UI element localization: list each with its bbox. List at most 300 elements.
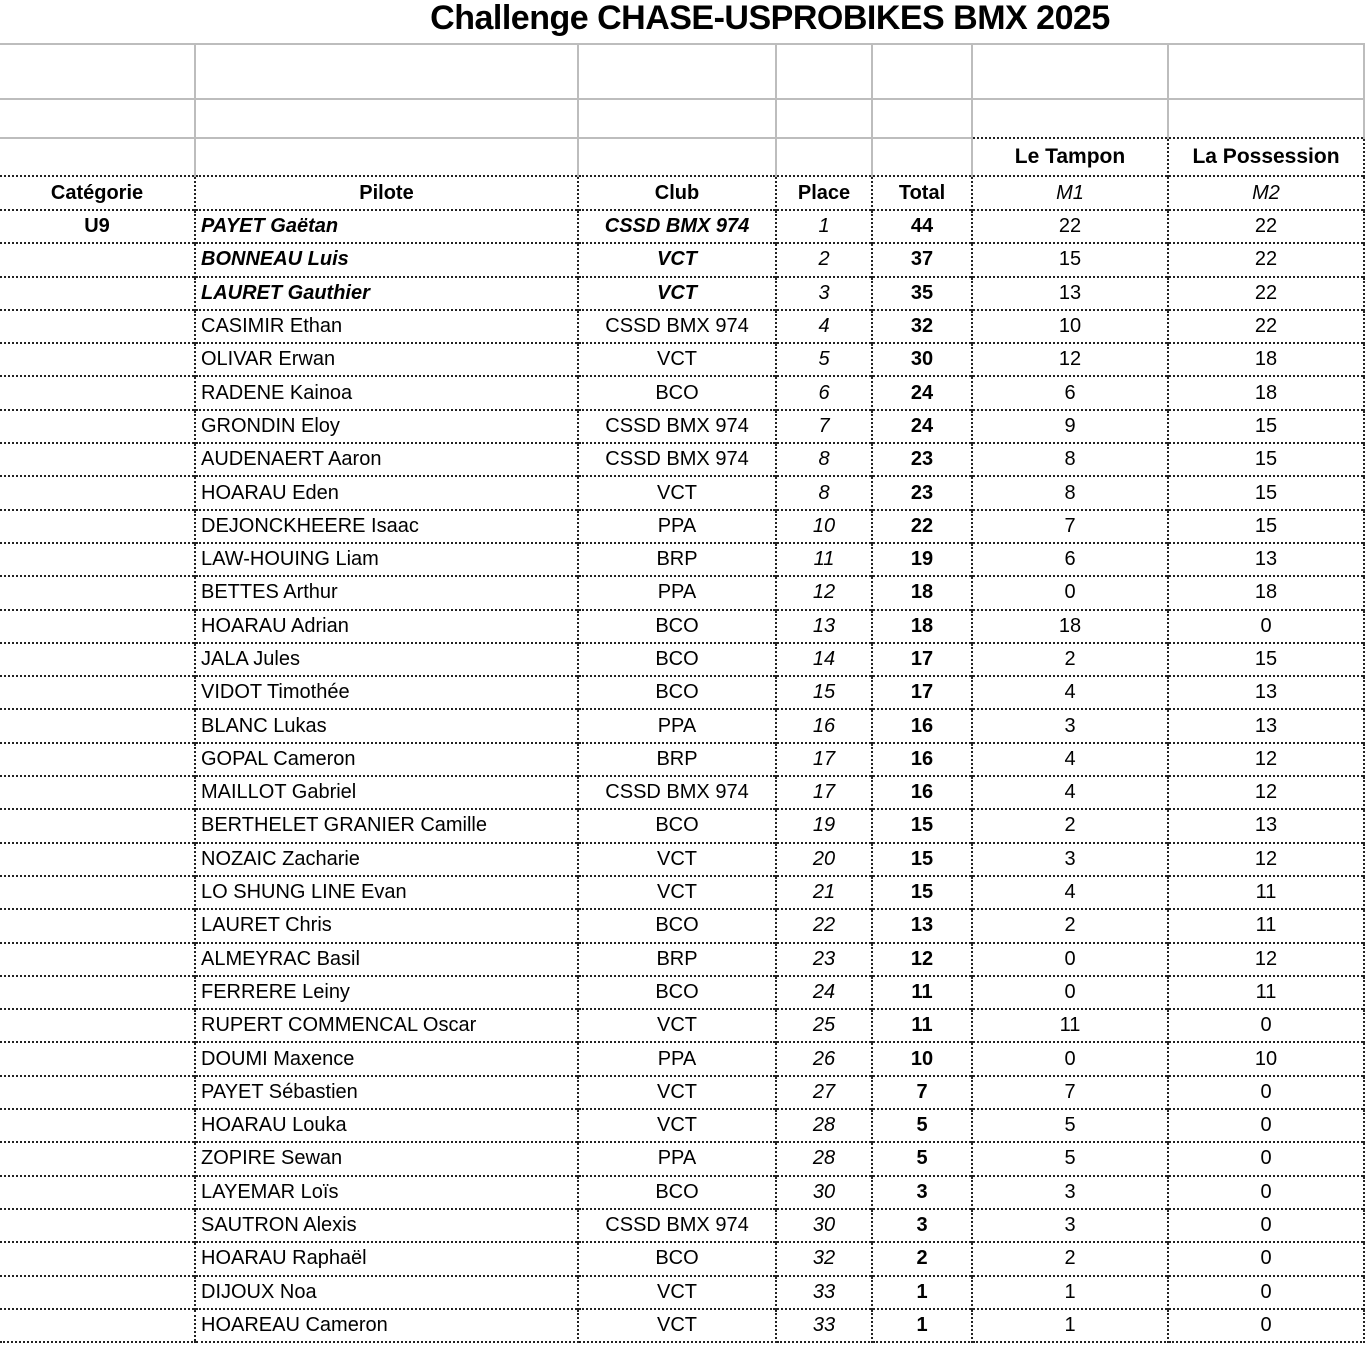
pilot-cell: ZOPIRE Sewan (195, 1142, 578, 1175)
club-cell: VCT (578, 1276, 776, 1309)
table-row (0, 1276, 1364, 1309)
table-row (0, 1109, 1364, 1142)
m2-points-cell: 0 (1168, 1109, 1364, 1142)
category-cell (0, 1276, 195, 1309)
m1-points-cell: 11 (972, 1009, 1168, 1042)
m2-points-cell: 13 (1168, 809, 1364, 842)
pilot-cell: RUPERT COMMENCAL Oscar (195, 1009, 578, 1042)
m1-points-cell: 1 (972, 1309, 1168, 1342)
total-cell: 11 (872, 1009, 972, 1042)
place-cell: 30 (776, 1209, 872, 1242)
place-cell: 19 (776, 809, 872, 842)
blank-cell (776, 138, 872, 176)
table-row (0, 976, 1364, 1009)
place-cell: 8 (776, 476, 872, 509)
category-cell (0, 410, 195, 443)
m1-points-cell: 1 (972, 1276, 1168, 1309)
category-cell (0, 1042, 195, 1075)
table-row (0, 1309, 1364, 1342)
place-cell: 6 (776, 376, 872, 409)
blank-cell (872, 99, 972, 138)
blank-cell (195, 44, 578, 99)
m2-points-cell: 0 (1168, 1309, 1364, 1342)
club-cell: BCO (578, 1176, 776, 1209)
place-cell: 26 (776, 1042, 872, 1075)
total-cell: 15 (872, 876, 972, 909)
place-cell: 21 (776, 876, 872, 909)
club-cell: CSSD BMX 974 (578, 1209, 776, 1242)
m1-points-cell: 10 (972, 310, 1168, 343)
table-row (0, 210, 1364, 243)
m1-points-cell: 5 (972, 1142, 1168, 1175)
table-row (0, 1142, 1364, 1175)
table-row (0, 943, 1364, 976)
club-cell: CSSD BMX 974 (578, 210, 776, 243)
place-cell: 24 (776, 976, 872, 1009)
table-row (0, 576, 1364, 609)
pilot-cell: LAURET Gauthier (195, 277, 578, 310)
place-cell: 32 (776, 1242, 872, 1275)
m1-points-cell: 4 (972, 876, 1168, 909)
pilot-cell: BLANC Lukas (195, 709, 578, 742)
total-cell: 1 (872, 1276, 972, 1309)
table-row (0, 776, 1364, 809)
total-cell: 16 (872, 776, 972, 809)
blank-row (0, 44, 1364, 99)
table-row (0, 1076, 1364, 1109)
m2-points-cell: 13 (1168, 709, 1364, 742)
m2-points-cell: 15 (1168, 643, 1364, 676)
m2-points-cell: 15 (1168, 510, 1364, 543)
total-cell: 22 (872, 510, 972, 543)
m1-points-cell: 9 (972, 410, 1168, 443)
pilot-cell: FERRERE Leiny (195, 976, 578, 1009)
m1-points-cell: 8 (972, 476, 1168, 509)
club-cell: VCT (578, 476, 776, 509)
m2-points-cell: 0 (1168, 1176, 1364, 1209)
club-cell: VCT (578, 1076, 776, 1109)
m2-points-cell: 15 (1168, 443, 1364, 476)
m1-points-cell: 0 (972, 576, 1168, 609)
m2-points-cell: 18 (1168, 376, 1364, 409)
club-cell: VCT (578, 243, 776, 276)
total-cell: 5 (872, 1142, 972, 1175)
table-row (0, 843, 1364, 876)
m1-points-cell: 3 (972, 843, 1168, 876)
blank-cell (195, 99, 578, 138)
m1-points-cell: 7 (972, 1076, 1168, 1109)
total-cell: 3 (872, 1176, 972, 1209)
total-cell: 18 (872, 610, 972, 643)
m2-points-cell: 11 (1168, 876, 1364, 909)
place-cell: 15 (776, 676, 872, 709)
category-cell (0, 376, 195, 409)
pilot-cell: GRONDIN Eloy (195, 410, 578, 443)
m2-points-cell: 12 (1168, 943, 1364, 976)
club-cell: BCO (578, 676, 776, 709)
category-cell (0, 643, 195, 676)
table-row (0, 610, 1364, 643)
blank-cell (1168, 99, 1364, 138)
header-place: Place (776, 176, 872, 210)
total-cell: 24 (872, 410, 972, 443)
m1-points-cell: 2 (972, 643, 1168, 676)
category-cell (0, 1309, 195, 1342)
club-cell: VCT (578, 343, 776, 376)
pilot-cell: JALA Jules (195, 643, 578, 676)
category-cell (0, 909, 195, 942)
m1-points-cell: 12 (972, 343, 1168, 376)
category-cell (0, 610, 195, 643)
place-cell: 5 (776, 343, 872, 376)
pilot-cell: GOPAL Cameron (195, 743, 578, 776)
m1-points-cell: 22 (972, 210, 1168, 243)
header-total: Total (872, 176, 972, 210)
place-cell: 8 (776, 443, 872, 476)
pilot-cell: PAYET Sébastien (195, 1076, 578, 1109)
m2-points-cell: 10 (1168, 1042, 1364, 1075)
blank-cell (872, 138, 972, 176)
category-cell (0, 776, 195, 809)
pilot-cell: LAW-HOUING Liam (195, 543, 578, 576)
m1-points-cell: 4 (972, 776, 1168, 809)
club-cell: VCT (578, 1009, 776, 1042)
m1-points-cell: 2 (972, 809, 1168, 842)
m2-points-cell: 22 (1168, 210, 1364, 243)
m2-points-cell: 18 (1168, 343, 1364, 376)
category-cell (0, 976, 195, 1009)
place-cell: 27 (776, 1076, 872, 1109)
m1-points-cell: 4 (972, 676, 1168, 709)
place-cell: 33 (776, 1309, 872, 1342)
category-cell (0, 1209, 195, 1242)
pilot-cell: HOARAU Louka (195, 1109, 578, 1142)
club-cell: VCT (578, 277, 776, 310)
m1-points-cell: 0 (972, 1042, 1168, 1075)
table-row (0, 909, 1364, 942)
place-cell: 28 (776, 1142, 872, 1175)
category-cell (0, 343, 195, 376)
place-cell: 28 (776, 1109, 872, 1142)
total-cell: 17 (872, 643, 972, 676)
header-m2: M2 (1168, 176, 1364, 210)
place-cell: 22 (776, 909, 872, 942)
total-cell: 11 (872, 976, 972, 1009)
place-cell: 17 (776, 776, 872, 809)
blank-cell (578, 138, 776, 176)
total-cell: 5 (872, 1109, 972, 1142)
total-cell: 32 (872, 310, 972, 343)
total-cell: 30 (872, 343, 972, 376)
blank-cell (776, 99, 872, 138)
place-cell: 13 (776, 610, 872, 643)
table-row (0, 443, 1364, 476)
category-cell (0, 809, 195, 842)
place-cell: 2 (776, 243, 872, 276)
blank-cell (1168, 44, 1364, 99)
pilot-cell: RADENE Kainoa (195, 376, 578, 409)
blank-cell (872, 44, 972, 99)
m2-points-cell: 0 (1168, 1009, 1364, 1042)
club-cell: VCT (578, 876, 776, 909)
place-cell: 20 (776, 843, 872, 876)
category-cell (0, 476, 195, 509)
club-cell: BRP (578, 543, 776, 576)
pilot-cell: HOARAU Eden (195, 476, 578, 509)
pilot-cell: DEJONCKHEERE Isaac (195, 510, 578, 543)
table-row (0, 643, 1364, 676)
standings-table (0, 43, 1365, 1343)
club-cell: BCO (578, 1242, 776, 1275)
m1-points-cell: 0 (972, 943, 1168, 976)
header-pilot: Pilote (195, 176, 578, 210)
blank-cell (776, 44, 872, 99)
blank-row (0, 99, 1364, 138)
header-m1: M1 (972, 176, 1168, 210)
category-cell (0, 243, 195, 276)
pilot-cell: HOAREAU Cameron (195, 1309, 578, 1342)
pilot-cell: LAYEMAR Loïs (195, 1176, 578, 1209)
club-cell: BCO (578, 643, 776, 676)
place-cell: 30 (776, 1176, 872, 1209)
place-cell: 3 (776, 277, 872, 310)
total-cell: 7 (872, 1076, 972, 1109)
table-row (0, 1042, 1364, 1075)
table-row (0, 243, 1364, 276)
blank-cell (972, 44, 1168, 99)
m2-points-cell: 22 (1168, 310, 1364, 343)
table-row (0, 809, 1364, 842)
place-cell: 23 (776, 943, 872, 976)
header-category: Catégorie (0, 176, 195, 210)
club-cell: VCT (578, 1309, 776, 1342)
pilot-cell: HOARAU Raphaël (195, 1242, 578, 1275)
place-cell: 25 (776, 1009, 872, 1042)
m2-points-cell: 22 (1168, 243, 1364, 276)
m1-points-cell: 3 (972, 1176, 1168, 1209)
pilot-cell: LO SHUNG LINE Evan (195, 876, 578, 909)
category-cell (0, 676, 195, 709)
venue-le-tampon: Le Tampon (972, 138, 1168, 176)
place-cell: 11 (776, 543, 872, 576)
table-row (0, 277, 1364, 310)
m1-points-cell: 13 (972, 277, 1168, 310)
m2-points-cell: 11 (1168, 976, 1364, 1009)
total-cell: 37 (872, 243, 972, 276)
place-cell: 4 (776, 310, 872, 343)
m2-points-cell: 15 (1168, 410, 1364, 443)
club-cell: BCO (578, 809, 776, 842)
table-row (0, 743, 1364, 776)
category-cell (0, 709, 195, 742)
place-cell: 17 (776, 743, 872, 776)
club-cell: PPA (578, 576, 776, 609)
m2-points-cell: 12 (1168, 843, 1364, 876)
blank-cell (578, 99, 776, 138)
blank-cell (0, 44, 195, 99)
pilot-cell: MAILLOT Gabriel (195, 776, 578, 809)
total-cell: 12 (872, 943, 972, 976)
pilot-cell: HOARAU Adrian (195, 610, 578, 643)
club-cell: PPA (578, 709, 776, 742)
table-row (0, 476, 1364, 509)
club-cell: VCT (578, 843, 776, 876)
total-cell: 35 (872, 277, 972, 310)
m1-points-cell: 18 (972, 610, 1168, 643)
total-cell: 23 (872, 476, 972, 509)
total-cell: 23 (872, 443, 972, 476)
place-cell: 14 (776, 643, 872, 676)
total-cell: 10 (872, 1042, 972, 1075)
m2-points-cell: 18 (1168, 576, 1364, 609)
m2-points-cell: 0 (1168, 1242, 1364, 1275)
m1-points-cell: 6 (972, 376, 1168, 409)
m2-points-cell: 0 (1168, 1142, 1364, 1175)
blank-cell (972, 99, 1168, 138)
m1-points-cell: 3 (972, 709, 1168, 742)
total-cell: 44 (872, 210, 972, 243)
place-cell: 12 (776, 576, 872, 609)
venue-row (0, 138, 1364, 176)
page-title: Challenge CHASE-USPROBIKES BMX 2025 (430, 0, 1110, 37)
pilot-cell: NOZAIC Zacharie (195, 843, 578, 876)
pilot-cell: OLIVAR Erwan (195, 343, 578, 376)
category-cell (0, 443, 195, 476)
category-cell: U9 (0, 210, 195, 243)
table-row (0, 1209, 1364, 1242)
m1-points-cell: 2 (972, 1242, 1168, 1275)
m1-points-cell: 7 (972, 510, 1168, 543)
table-row (0, 1176, 1364, 1209)
category-cell (0, 1076, 195, 1109)
category-cell (0, 543, 195, 576)
pilot-cell: SAUTRON Alexis (195, 1209, 578, 1242)
category-cell (0, 510, 195, 543)
club-cell: BCO (578, 376, 776, 409)
total-cell: 17 (872, 676, 972, 709)
pilot-cell: BERTHELET GRANIER Camille (195, 809, 578, 842)
m2-points-cell: 0 (1168, 610, 1364, 643)
pilot-cell: ALMEYRAC Basil (195, 943, 578, 976)
blank-cell (0, 138, 195, 176)
place-cell: 1 (776, 210, 872, 243)
header-club: Club (578, 176, 776, 210)
club-cell: BRP (578, 743, 776, 776)
m1-points-cell: 15 (972, 243, 1168, 276)
total-cell: 19 (872, 543, 972, 576)
place-cell: 33 (776, 1276, 872, 1309)
club-cell: PPA (578, 1042, 776, 1075)
total-cell: 2 (872, 1242, 972, 1275)
category-cell (0, 1142, 195, 1175)
category-cell (0, 576, 195, 609)
category-cell (0, 743, 195, 776)
category-cell (0, 277, 195, 310)
category-cell (0, 310, 195, 343)
total-cell: 13 (872, 909, 972, 942)
total-cell: 15 (872, 809, 972, 842)
table-row (0, 709, 1364, 742)
table-row (0, 510, 1364, 543)
m2-points-cell: 0 (1168, 1076, 1364, 1109)
table-row (0, 310, 1364, 343)
m1-points-cell: 3 (972, 1209, 1168, 1242)
header-row (0, 176, 1364, 210)
total-cell: 16 (872, 743, 972, 776)
m2-points-cell: 13 (1168, 543, 1364, 576)
table-row (0, 343, 1364, 376)
total-cell: 15 (872, 843, 972, 876)
club-cell: BCO (578, 909, 776, 942)
blank-cell (578, 44, 776, 99)
table-row (0, 376, 1364, 409)
m2-points-cell: 11 (1168, 909, 1364, 942)
m2-points-cell: 15 (1168, 476, 1364, 509)
pilot-cell: CASIMIR Ethan (195, 310, 578, 343)
club-cell: BRP (578, 943, 776, 976)
club-cell: CSSD BMX 974 (578, 310, 776, 343)
m2-points-cell: 13 (1168, 676, 1364, 709)
category-cell (0, 843, 195, 876)
total-cell: 16 (872, 709, 972, 742)
club-cell: BCO (578, 610, 776, 643)
pilot-cell: PAYET Gaëtan (195, 210, 578, 243)
table-row (0, 676, 1364, 709)
m2-points-cell: 12 (1168, 743, 1364, 776)
place-cell: 7 (776, 410, 872, 443)
total-cell: 1 (872, 1309, 972, 1342)
category-cell (0, 876, 195, 909)
category-cell (0, 1109, 195, 1142)
m1-points-cell: 6 (972, 543, 1168, 576)
m2-points-cell: 0 (1168, 1276, 1364, 1309)
pilot-cell: LAURET Chris (195, 909, 578, 942)
place-cell: 10 (776, 510, 872, 543)
club-cell: VCT (578, 1109, 776, 1142)
blank-cell (195, 138, 578, 176)
m1-points-cell: 8 (972, 443, 1168, 476)
category-cell (0, 1242, 195, 1275)
pilot-cell: DIJOUX Noa (195, 1276, 578, 1309)
m2-points-cell: 0 (1168, 1209, 1364, 1242)
place-cell: 16 (776, 709, 872, 742)
blank-cell (0, 99, 195, 138)
m2-points-cell: 22 (1168, 277, 1364, 310)
m1-points-cell: 4 (972, 743, 1168, 776)
m2-points-cell: 12 (1168, 776, 1364, 809)
total-cell: 18 (872, 576, 972, 609)
club-cell: PPA (578, 1142, 776, 1175)
pilot-cell: DOUMI Maxence (195, 1042, 578, 1075)
venue-la-possession: La Possession (1168, 138, 1364, 176)
club-cell: CSSD BMX 974 (578, 443, 776, 476)
m1-points-cell: 0 (972, 976, 1168, 1009)
category-cell (0, 943, 195, 976)
table-row (0, 410, 1364, 443)
club-cell: BCO (578, 976, 776, 1009)
club-cell: CSSD BMX 974 (578, 410, 776, 443)
pilot-cell: BETTES Arthur (195, 576, 578, 609)
table-row (0, 543, 1364, 576)
table-row (0, 1242, 1364, 1275)
pilot-cell: VIDOT Timothée (195, 676, 578, 709)
pilot-cell: BONNEAU Luis (195, 243, 578, 276)
club-cell: CSSD BMX 974 (578, 776, 776, 809)
total-cell: 3 (872, 1209, 972, 1242)
pilot-cell: AUDENAERT Aaron (195, 443, 578, 476)
table-row (0, 876, 1364, 909)
total-cell: 24 (872, 376, 972, 409)
